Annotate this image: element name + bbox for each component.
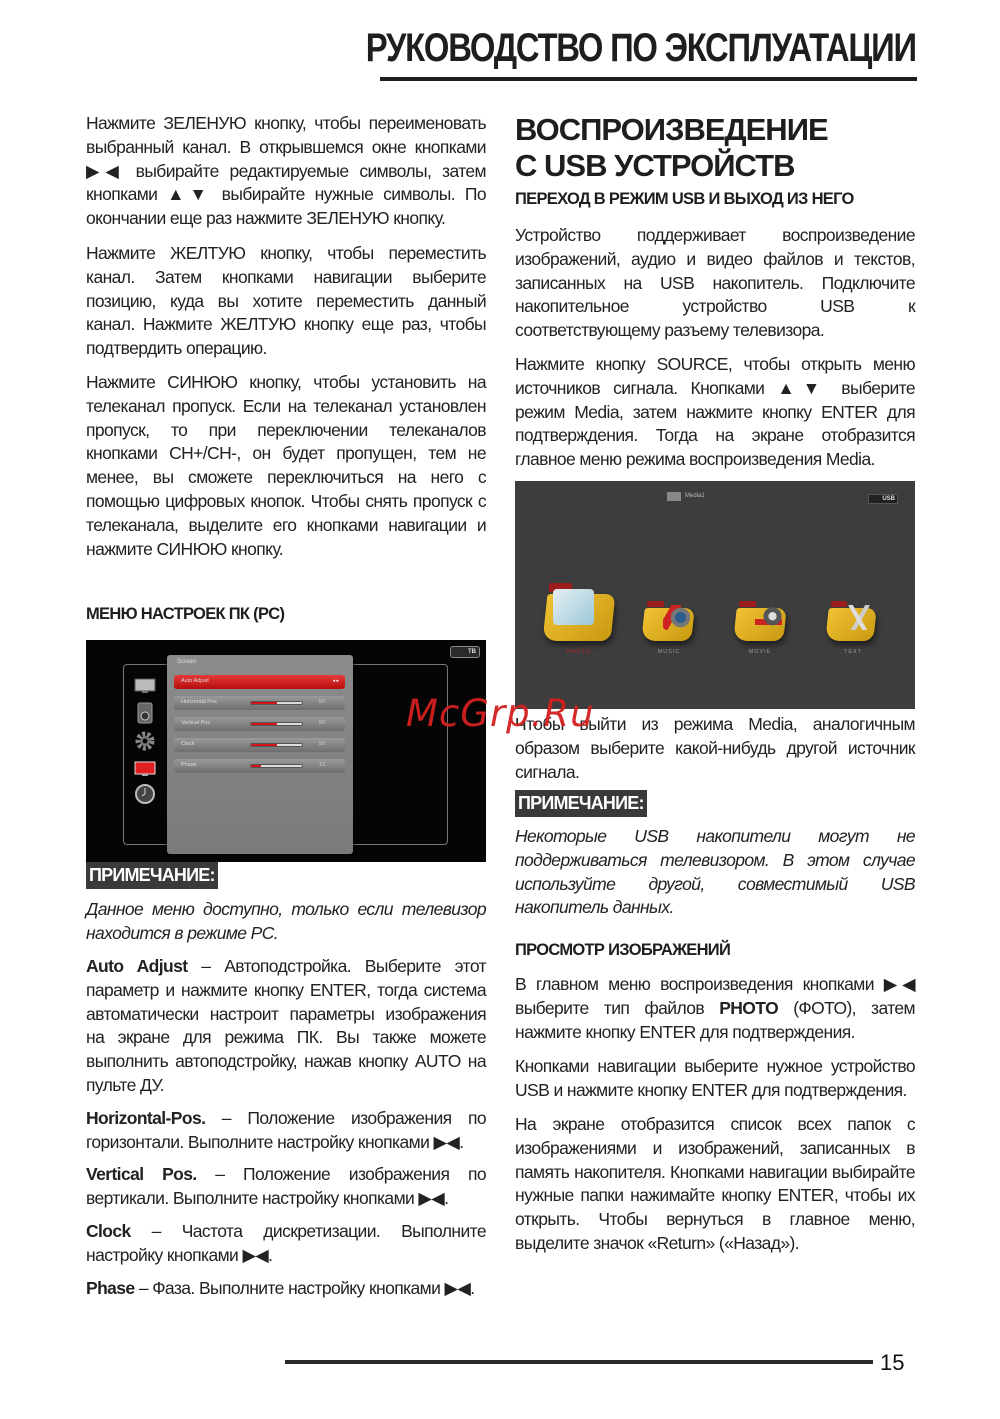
definition-term: Clock	[86, 1220, 131, 1241]
definition-term: Vertical Pos.	[86, 1164, 197, 1185]
definition-auto-adjust	[86, 955, 486, 1098]
media-main-menu-screenshot	[515, 481, 915, 709]
subheading-photo-view: ПРОСМОТР ИЗОБРАЖЕНИЙ	[515, 941, 731, 959]
vertical-pos-slider[interactable]	[250, 722, 303, 726]
source-badge-usb: USB	[868, 494, 898, 504]
menu-item-label: Clock	[181, 741, 195, 747]
section-title-line-1: ВОСПРОИЗВЕДЕНИЕ	[515, 112, 828, 147]
menu-item-value: 50	[318, 699, 325, 705]
panel-title: Screen	[177, 659, 197, 665]
definition-text: – Автоподстройка. Выберите этот параметр и нажмите кнопку ENTER, тогда система автоматически настроит параметры изображения на экране для режима ПК. Вы также можете выполнить автоподстройку, нажав кнопку AUTO на пульте ДУ.	[86, 956, 487, 1095]
gear-setup-icon	[134, 730, 156, 748]
menu-item-phase[interactable]	[174, 759, 345, 773]
speaker-sound-icon	[134, 702, 156, 720]
folder-tab	[831, 601, 847, 607]
folder-text[interactable]	[827, 599, 875, 641]
paragraph-folder-list: На экране отобразится список всех папок с изображениями и изображений, записанных в память накопителя. Кнопками навигации выбирайте нужные папки нажимайте кнопку ENTER, чтобы их открыть. Чтобы вернуться в главное меню, выделите значок «Return» («Назад»).	[515, 1114, 915, 1253]
photo-icon	[553, 589, 594, 625]
menu-item-label: Vertical Pos	[181, 720, 211, 726]
text-document-icon	[846, 605, 872, 630]
paragraph-move-channel: Нажмите ЖЕЛТУЮ кнопку, чтобы переместить канал. Затем кнопками навигации выберите позицию, куда вы хотите переместить данный канал. Нажмите ЖЕЛТУЮ кнопку еще раз, чтобы подтвердить операцию.	[86, 243, 486, 359]
paragraph-rename-channel: Нажмите ЗЕЛЕНУЮ кнопку, чтобы переименовать выбранный канал. В открывшемся окне кнопками ▶◀ выбирайте редактируемые символы, затем кнопками ▲▼ выбирайте нужные символы. По окончании еще раз нажмите ЗЕЛЕНУЮ кнопку.	[86, 113, 486, 229]
paragraph-source-media: Нажмите кнопку SOURCE, чтобы открыть меню источников сигнала. Кнопками ▲▼ выберите режим Media, затем нажмите кнопку ENTER для подтверждения. Тогда на экране отобразится главное меню режима воспроизведения Media.	[515, 354, 915, 470]
footer-divider	[285, 1360, 873, 1364]
definition-text: – Положение изображения по горизонтали. Выполните настройку кнопками ▶◀.	[86, 1107, 486, 1152]
folder-label-photo[interactable]: PHOTO	[566, 649, 592, 655]
folder-photo[interactable]	[545, 581, 613, 641]
pc-settings-screenshot	[86, 640, 486, 862]
definition-text: – Фаза. Выполните настройку кнопками ▶◀.	[134, 1277, 475, 1298]
paragraph-select-photo	[515, 973, 915, 1044]
note-badge-right: ПРИМЕЧАНИЕ:	[515, 790, 647, 817]
menu-item-label: Phase	[181, 762, 197, 768]
definition-vertical-pos	[86, 1163, 486, 1211]
menu-item-value: 50	[318, 741, 325, 747]
note-text-right: Некоторые USB накопители могут не поддерживаться телевизором. В этом случае используйте другой, совместимый USB накопитель данных.	[515, 826, 915, 918]
definitions-list	[86, 955, 486, 1300]
right-column	[515, 112, 915, 470]
note-text-left: Данное меню доступно, только если телевизор находится в режиме PC.	[86, 899, 486, 943]
menu-item-clock[interactable]	[174, 738, 345, 752]
left-right-arrows-icon: ◂ ▸	[332, 678, 339, 684]
definition-text: – Положение изображения по вертикали. Выполните настройку кнопками ▶◀.	[86, 1164, 486, 1209]
screen-settings-panel	[167, 655, 353, 854]
phase-slider[interactable]	[250, 764, 303, 768]
definition-clock	[86, 1220, 486, 1268]
media-title-icon	[667, 492, 681, 501]
paragraph-exit-media: Чтобы выйти из режима Media, аналогичным образом выберите какой-нибудь другой источник сигнала.	[515, 714, 915, 782]
folder-label-text[interactable]: TEXT	[843, 649, 863, 655]
menu-item-value: 50	[318, 720, 325, 726]
movie-reel-icon	[755, 605, 783, 630]
music-icon	[663, 605, 691, 630]
header-divider	[380, 77, 917, 81]
paragraph-select-device: Кнопками навигации выберите нужное устройство USB и нажмите кнопку ENTER для подтверждения.	[515, 1056, 915, 1100]
menu-item-value: 13	[318, 762, 325, 768]
definition-term: Horizontal-Pos.	[86, 1107, 206, 1128]
definition-term: Phase	[86, 1277, 135, 1298]
definition-horizontal-pos	[86, 1107, 486, 1155]
media-title: Media1	[685, 493, 705, 499]
folder-music[interactable]	[643, 599, 693, 641]
clock-slider[interactable]	[250, 743, 303, 747]
paragraph-skip-channel: Нажмите СИНЮЮ кнопку, чтобы установить на телеканал пропуск. Если на телеканал установлен пропуск, то при переключении телеканалов кнопками CH+/CH-, он будет пропущен, тем не менее, вы сможете переключиться на него с помощью цифровых кнопок. Чтобы снять пропуск с телеканала, выделите его кнопками навигации и нажмите СИНЮЮ кнопку.	[86, 372, 486, 559]
watermark: McGrp.Ru	[406, 692, 595, 735]
menu-item-vertical-pos[interactable]	[174, 717, 345, 731]
menu-item-label: Horizontal Pos	[181, 699, 217, 705]
page-number: 15	[880, 1350, 905, 1375]
definition-text: – Частота дискретизации. Выполните настройку кнопками ▶◀.	[86, 1220, 486, 1265]
definition-phase	[86, 1277, 486, 1301]
menu-item-horizontal-pos[interactable]	[174, 696, 345, 710]
text-segment: (ФОТО), затем нажмите кнопку ENTER для подтверждения.	[515, 997, 915, 1042]
menu-item-label: Auto Adjust	[181, 678, 209, 684]
folder-movie[interactable]	[735, 599, 785, 641]
screen-pc-icon	[134, 760, 156, 778]
folder-label-movie[interactable]: MOVIE	[748, 649, 772, 655]
definition-term: Auto Adjust	[86, 956, 188, 976]
text-segment: В главном меню воспроизведения кнопками ▶◀ выберите тип файлов	[515, 974, 915, 1018]
page-header-title: РУКОВОДСТВО ПО ЭКСПЛУАТАЦИИ	[365, 26, 916, 70]
subheading-usb-mode: ПЕРЕХОД В РЕЖИМ USB И ВЫХОД ИЗ НЕГО	[515, 190, 854, 208]
folder-tab	[739, 601, 756, 607]
clock-time-icon	[134, 783, 156, 801]
section-title-line-2: С USB УСТРОЙСТВ	[515, 148, 795, 183]
note-badge-left: ПРИМЕЧАНИЕ:	[86, 862, 218, 889]
photo-keyword: PHOTO	[719, 997, 779, 1018]
menu-item-auto-adjust[interactable]	[174, 675, 345, 689]
tv-picture-icon	[134, 677, 156, 695]
folder-label-music[interactable]: MUSIC	[657, 649, 681, 655]
folder-tab	[647, 601, 664, 607]
pc-menu-heading: МЕНЮ НАСТРОЕК ПК (PC)	[86, 605, 285, 623]
horizontal-pos-slider[interactable]	[250, 701, 303, 705]
source-badge-tv: TB	[450, 646, 480, 658]
paragraph-usb-support: Устройство поддерживает воспроизведение изображений, аудио и видео файлов и текстов, записанных на USB накопитель. Подключите накопительное устройство USB к соответствующему разъему телевизора.	[515, 225, 915, 341]
